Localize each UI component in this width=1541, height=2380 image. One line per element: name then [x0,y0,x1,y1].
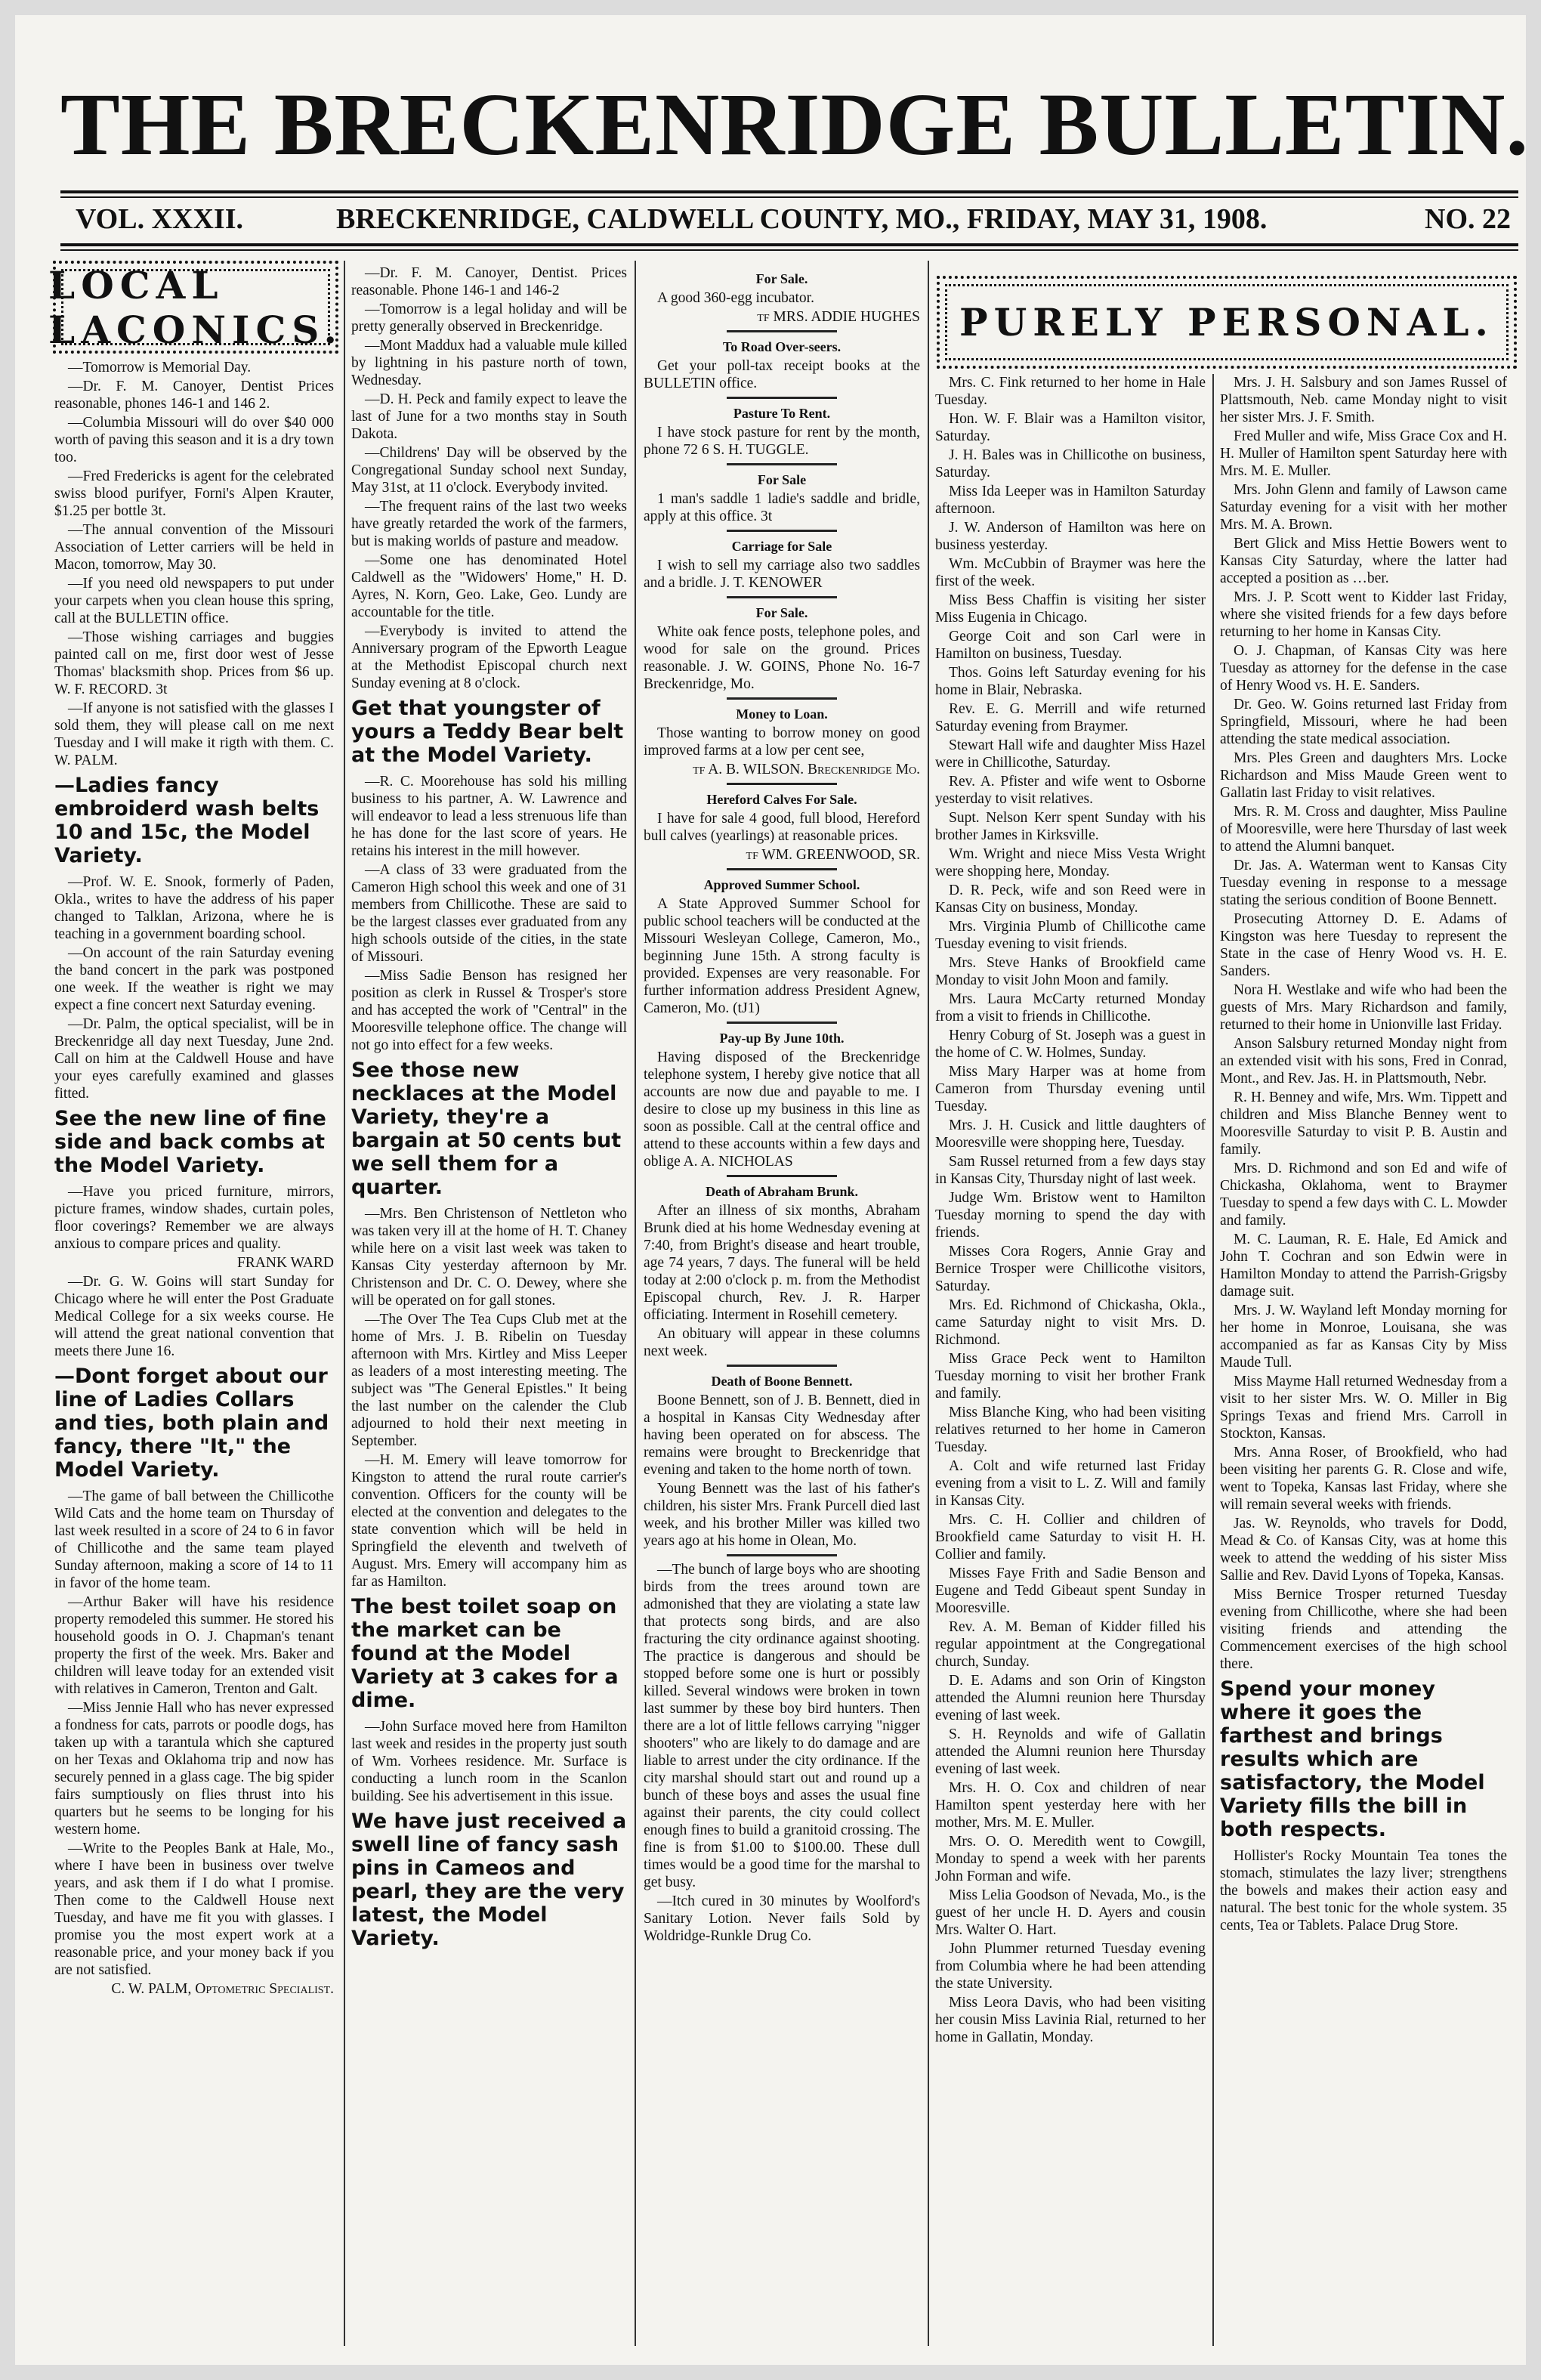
news-item: —The Over The Tea Cups Club met at the home of Mrs. J. B. Ribelin on Tuesday afternoon with Mrs. Kirtley and Miss Leeper as leaders of a most interesting meeting. The subject was "The General Epistles." It being the last number on the calender the Club adjourned to hold their next meeting in September. [351,1312,627,1449]
news-item: Young Bennett was the last of his father's children, his sister Mrs. Frank Purcell died last week, and his brother Miller was killed two years ago at his home in Olean, Mo. [644,1481,920,1549]
dateline-rule [60,249,1518,251]
news-item: —If anyone is not satisfied with the glasses I sold them, they will please call on me next Tuesday and I will make it rigth with them. C. W. PALM. [54,700,334,768]
news-item: —A class of 33 were graduated from the Cameron High school this week and one of 31 members from Chillicothe. These are said to be the largest classes ever graduated from any high schools outside of the cities, in the state of Missouri. [351,862,627,965]
divider [727,596,837,598]
news-item: —Arthur Baker will have his residence property remodeled this summer. He stored his household goods in O. J. Chapman's tenant property the first of the week. Mrs. Baker and children will leave today for an extended visit with relatives in Cameron, Trenton and Galt. [54,1594,334,1697]
news-item: Mrs. H. O. Cox and children of near Hamilton spent yesterday here with her mother, Mrs. M. E. Muller. [935,1780,1206,1831]
news-item: After an illness of six months, Abraham Brunk died at his home Wednesday evening at 7:40, from Bright's disease and heart trouble, age 74 years, 7 days. The funeral will be held today at 2:00 o'clock p. m. from the Methodist Episcopal church, Rev. J. R. Harper officiating. Interment in Rosehill cemetery. [644,1203,920,1323]
news-item: Boone Bennett, son of J. B. Bennett, died in a hospital in Kansas City Wednesday after having been operated on for abscess. The remains were brought to Breckenridge that evening and taken to the home north of town. [644,1392,920,1478]
section-header-purely-personal: PURELY PERSONAL. [937,276,1517,369]
divider [727,463,837,465]
news-item: 1 man's saddle 1 ladie's saddle and bridle, apply at this office. 3t [644,491,920,524]
column-local-news [351,264,627,1956]
column-purely-personal [935,374,1206,2048]
divider [727,1365,837,1367]
news-item: Mrs. C. H. Collier and children of Brookfield came Saturday to visit H. H. Collier and family. [935,1512,1206,1562]
news-item: Wm. Wright and niece Miss Vesta Wright were shopping here, Monday. [935,846,1206,879]
news-item: Mrs. Anna Roser, of Brookfield, who had been visiting her parents G. R. Close and wife, went to Topeka, Kansas last Friday, where she will remain several weeks with friends. [1220,1445,1507,1513]
news-item: Mrs. Virginia Plumb of Chillicothe came Tuesday evening to visit friends. [935,919,1206,952]
signature: FRANK WARD [236,1255,334,1271]
column-rule [344,261,345,2346]
news-item: Miss Mayme Hall returned Wednesday from a visit to her sister Mrs. W. O. Miller in Big Springs Texas and friend Mrs. Carroll in Stockton, Kansas. [1220,1374,1507,1442]
column-rule [928,261,929,2346]
news-item: —H. M. Emery will leave tomorrow for Kingston to attend the rural route carrier's convention. Officers for the county will be elected at the convention and delegates to the state convention which will be held in Springfield the eleventh and twelveth of August. Mrs. Emery will accompany him as far as Hamilton. [351,1452,627,1590]
model-variety-ad: Spend your money where it goes the farthest and brings results which are satisfactory, the Model Variety fills the bill in both respects. [1220,1677,1485,1841]
news-item: Mrs. Ed. Richmond of Chickasha, Okla., came Saturday night to visit Mrs. D. Richmond. [935,1297,1206,1348]
news-item: Miss Blanche King, who had been visiting relatives returned to her home in Cameron Tuesday. [935,1405,1206,1455]
notice-heading: Pay-up By June 10th. [719,1031,845,1046]
signature: tf MRS. ADDIE HUGHES [757,309,920,325]
news-item: O. J. Chapman, of Kansas City was here Tuesday as attorney for the defense in the case of Henry Wood vs. H. E. Sanders. [1220,643,1507,694]
news-item: —Miss Jennie Hall who has never expressed a fondness for cats, parrots or poodle dogs, has taken up with a tarantula which she captured on her Texas and Oklahoma trip and now has securely penned in a glass cage. The big spider fairs sumptiously on flies thrust into his quarters but he seems to be longing for his western home. [54,1700,334,1838]
news-item: Fred Muller and wife, Miss Grace Cox and H. H. Muller of Hamilton spent Saturday here with Mrs. M. E. Muller. [1220,428,1507,479]
news-item: —Miss Sadie Benson has resigned her position as clerk in Russel & Trosper's store and has accepted the work of "Central" in the Mooresville telephone office. The change will not go into effect for a few weeks. [351,968,627,1053]
news-item: Bert Glick and Miss Hettie Bowers went to Kansas City Saturday, where the latter had accepted a position as …ber. [1220,536,1507,586]
column-classifieds [644,264,920,1946]
news-item: Wm. McCubbin of Braymer was here the first of the week. [935,556,1206,589]
news-item: Miss Bess Chaffin is visiting her sister Miss Eugenia in Chicago. [935,592,1206,626]
notice-heading: Death of Abraham Brunk. [705,1184,859,1199]
news-item: —R. C. Moorehouse has sold his milling business to his partner, A. W. Lawrence and will endeavor to lead a less strenuous life than he has done for the last score of years. He retains his interest in the mill however. [351,774,627,859]
news-item: Miss Leora Davis, who had been visiting her cousin Miss Lavinia Rial, returned to her home in Gallatin, Monday. [935,1995,1206,2045]
news-item: Misses Cora Rogers, Annie Gray and Bernice Trosper were Chillicothe visitors, Saturday. [935,1244,1206,1294]
notice-heading: Pasture To Rent. [733,406,831,421]
notice-heading: Money to Loan. [736,706,828,722]
news-item: —Dr. F. M. Canoyer, Dentist. Prices reasonable. Phone 146-1 and 146-2 [351,265,627,298]
news-item: Mrs. R. M. Cross and daughter, Miss Pauline of Mooresville, were here Thursday of last week to attend the Alumni banquet. [1220,804,1507,855]
model-variety-ad: Get that youngster of yours a Teddy Bear belt at the Model Variety. [351,697,624,767]
divider [727,1175,837,1177]
model-variety-ad: See those new necklaces at the Model Variety, they're a bargain at 50 cents but we sell them for a quarter. [351,1059,622,1199]
news-item: —Dr. F. M. Canoyer, Dentist Prices reasonable, phones 146-1 and 146 2. [54,379,334,412]
news-item: Mrs. J. P. Scott went to Kidder last Friday, where she visited friends for a few days before returning to her home in Kansas City. [1220,589,1507,640]
news-item: —Dr. G. W. Goins will start Sunday for Chicago where he will enter the Post Graduate Medical College for a six weeks course. He will attend the great national convention that meets there June 16. [54,1274,334,1359]
news-item: R. H. Benney and wife, Mrs. Wm. Tippett and children and Miss Blanche Benney went to Mooresville Saturday to visit P. B. Austin and family. [1220,1090,1507,1158]
masthead-title: THE BRECKENRIDGE BULLETIN. [60,75,1529,174]
column-local-laconics [54,359,334,1999]
news-item: Jas. W. Reynolds, who travels for Dodd, Mead & Co. of Kansas City, was at home this week to attend the wedding of his sister Miss Sallie and Rev. David Lyons of Topeka, Kansas. [1220,1516,1507,1584]
news-item: —Have you priced furniture, mirrors, picture frames, window shades, curtain poles, floor coverings? Remember we are always anxious to compare prices and quality. [54,1184,334,1252]
news-item: Mrs. C. Fink returned to her home in Hale Tuesday. [935,375,1206,408]
news-item: George Coit and son Carl were in Hamilton on business, Tuesday. [935,629,1206,662]
news-item: Dr. Jas. A. Waterman went to Kansas City Tuesday evening in response to a message stating the serious condition of Boone Bennett. [1220,858,1507,908]
news-item: Rev. E. G. Merrill and wife returned Saturday evening from Braymer. [935,701,1206,734]
news-item: —Mrs. Ben Christenson of Nettleton who was taken very ill at the home of H. T. Chaney while here on a visit last week was taken to Kansas City yesterday afternoon by Mr. Christenson and Dr. C. O. Dewey, where she will be operated on for gall stones. [351,1206,627,1309]
volume-label: VOL. XXXII. [76,203,243,235]
news-item: Henry Coburg of St. Joseph was a guest in the home of C. W. Holmes, Sunday. [935,1028,1206,1061]
news-item: —Some one has denominated Hotel Caldwell as the "Widowers' Home," H. D. Ayres, N. Korn, Geo. Lake, Geo. Lundy are accountable for the title. [351,552,627,620]
news-item: —Tomorrow is Memorial Day. [68,360,252,376]
news-item: John Plummer returned Tuesday evening from Columbia where he had been attending the state University. [935,1941,1206,1992]
news-item: Mrs. D. Richmond and son Ed and wife of Chickasha, Oklahoma, went to Braymer Tuesday to spend a few days with C. L. Mowder and family. [1220,1161,1507,1229]
news-item: Miss Lelia Goodson of Nevada, Mo., is the guest of her uncle H. D. Ayers and cousin Mrs. Walter O. Hart. [935,1887,1206,1938]
issue-number: NO. 22 [1425,203,1511,235]
news-item: Mrs. J. W. Wayland left Monday morning for her home in Monroe, Louisana, she was accompanied as far as Kansas City by Miss Maude Tull. [1220,1303,1507,1371]
model-variety-ad: See the new line of fine side and back combs at the Model Variety. [54,1107,326,1177]
news-item: I have stock pasture for rent by the month, phone 72 6 S. H. TUGGLE. [644,425,920,458]
signature: tf A. B. WILSON. Breckenridge Mo. [693,762,920,777]
news-item: —On account of the rain Saturday evening the band concert in the park was postponed one week. If the weather is right we may expect a fine concert next Saturday evening. [54,945,334,1013]
news-item: Stewart Hall wife and daughter Miss Hazel were in Chillicothe, Saturday. [935,737,1206,771]
model-variety-ad: —Dont forget about our line of Ladies Collars and ties, both plain and fancy, there "It," the Model Variety. [54,1365,329,1482]
news-item: An obituary will appear in these columns next week. [644,1326,920,1359]
news-item: —Tomorrow is a legal holiday and will be pretty generally observed in Breckenridge. [351,301,627,335]
notice-heading: Hereford Calves For Sale. [706,792,857,807]
news-item: —The frequent rains of the last two weeks have greatly retarded the work of the farmers, but is making worlds of pasture and meadow. [351,499,627,549]
section-header-local-laconics: LOCAL LACONICS. [53,261,338,354]
news-item: Prosecuting Attorney D. E. Adams of Kingston was here Tuesday to represent the State in the case of Henry Wood vs. H. E. Sanders. [1220,911,1507,979]
news-item: Mrs. Ples Green and daughters Mrs. Locke Richardson and Miss Maude Green went to Gallatin last Friday to visit relatives. [1220,750,1507,801]
dateline-rule [60,243,1518,246]
news-item: Miss Bernice Trosper returned Tuesday evening from Chillicothe, where she had been visiting friends and attending the Commencement exercises of the high school there. [1220,1587,1507,1672]
model-variety-ad: —Ladies fancy embroiderd wash belts 10 and 15c, the Model Variety. [54,774,320,867]
divider [727,1022,837,1024]
news-item: J. W. Anderson of Hamilton was here on business yesterday. [935,520,1206,553]
news-item: Supt. Nelson Kerr spent Sunday with his brother James in Kirksville. [935,810,1206,843]
news-item: —Write to the Peoples Bank at Hale, Mo., where I have been in business over twelve years, and ask them if I do what I promise. Then come to the Caldwell House next Tuesday, and have me fit you with glasses. I promise you the most expert work at a reasonable price, and your money back if you are not satisfied. [54,1841,334,1978]
news-item: Those wanting to borrow money on good improved farms at a low per cent see, [644,725,920,759]
model-variety-ad: The best toilet soap on the market can be found at the Model Variety at 3 cakes for a dime. [351,1595,619,1712]
divider [727,697,837,700]
notice-heading: For Sale. [755,271,808,286]
news-item: A good 360-egg incubator. [657,290,814,306]
divider [727,868,837,870]
news-item: Hon. W. F. Blair was a Hamilton visitor, Saturday. [935,411,1206,444]
news-item: I wish to sell my carriage also two saddles and a bridle. J. T. KENOWER [644,558,920,591]
news-item: —If you need old newspapers to put under your carpets when you clean house this spring, call at the BULLETIN office. [54,576,334,626]
notice-heading: Carriage for Sale [731,539,832,554]
news-item: Nora H. Westlake and wife who had been the guests of Mrs. Mary Richardson and family, returned to their home in Unionville last Friday. [1220,982,1507,1033]
divider [727,397,837,399]
model-variety-ad: We have just received a swell line of fancy sash pins in Cameos and pearl, they are the very latest, the Model Variety. [351,1810,627,1950]
news-item: —Dr. Palm, the optical specialist, will be in Breckenridge all day next Tuesday, June 2nd. Call on him at the Caldwell House and have your eyes carefully examined and glasses fitted. [54,1016,334,1102]
news-item: Mrs. Steve Hanks of Brookfield came Monday to visit John Moon and family. [935,955,1206,988]
news-item: Rev. A. M. Beman of Kidder filled his regular appointment at the Congregational church, Sunday. [935,1619,1206,1670]
dateline [68,202,1511,245]
news-item: Miss Grace Peck went to Hamilton Tuesday morning to visit her brother Frank and family. [935,1351,1206,1402]
news-item: Miss Mary Harper was at home from Cameron from Thursday evening until Tuesday. [935,1064,1206,1114]
masthead-rule [60,190,1518,193]
divider [727,330,837,332]
news-item: Thos. Goins left Saturday evening for his home in Blair, Nebraska. [935,665,1206,698]
news-item: I have for sale 4 good, full blood, Hereford bull calves (yearlings) at reasonable prices. [644,811,920,844]
news-item: M. C. Lauman, R. E. Hale, Ed Amick and John T. Cochran and son Edwin were in Hamilton Monday to attend the Parrish-Grigsby damage suit. [1220,1232,1507,1300]
column-personal-continued [1220,374,1507,1936]
news-item: D. R. Peck, wife and son Reed were in Kansas City on business, Monday. [935,882,1206,916]
news-item: Judge Wm. Bristow went to Hamilton Tuesday morning to spend the day with friends. [935,1190,1206,1241]
news-item: Misses Faye Frith and Sadie Benson and Eugene and Tedd Gibeaut spent Sunday in Mooresville. [935,1566,1206,1616]
news-item: —The bunch of large boys who are shooting birds from the trees around town are admonished that they are violating a state law that protects song birds, and are also fracturing the city ordinance against shooting. The practice is dangerous and should be stopped before some one is hurt or possibly killed. Several windows were broken in town last summer by these boy bird hunters. Then there are a lot of little fellows carrying "nigger shooters" who are likely to do damage and are liable to arrest under the city ordinance. If the city marshal should start out and round up a bunch of these boys and asses the usual fine against their parents, the city could collect enough fines to build a granitoid crossing. The fine is from $1.00 to $100.00. These dull times would be a good time for the marshal to get busy. [644,1562,920,1890]
news-item: Rev. A. Pfister and wife went to Osborne yesterday to visit relatives. [935,774,1206,807]
news-item: —Those wishing carriages and buggies painted call on me, first door west of Jesse Thomas' blacksmith shop. Prices from $6 up. W. F. RECORD. 3t [54,629,334,697]
news-item: —Columbia Missouri will do over $40 000 worth of paving this season and it is a dry town too. [54,415,334,465]
news-item: —Fred Fredericks is agent for the celebrated swiss blood purifyer, Forni's Alpen Krauter, $1.25 per bottle 3t. [54,468,334,519]
news-item: Hollister's Rocky Mountain Tea tones the stomach, stimulates the lazy liver; strengthens the bowels and makes their action easy and natural. The best tonic for the whole system. 35 cents, Tea or Tablets. Palace Drug Store. [1220,1848,1507,1933]
news-item: Mrs. John Glenn and family of Lawson came Saturday evening for a visit with her mother Mrs. M. A. Brown. [1220,482,1507,533]
news-item: —Prof. W. E. Snook, formerly of Paden, Okla., writes to have the address of his paper changed to Talklan, Arizona, where he is teaching in a government boarding school. [54,874,334,942]
place-date: BRECKENRIDGE, CALDWELL COUNTY, MO., FRIDAY, MAY 31, 1908. [336,203,1268,235]
news-item: —Itch cured in 30 minutes by Woolford's Sanitary Lotion. Never fails Sold by Woldridge-Runkle Drug Co. [644,1893,920,1944]
divider [727,530,837,532]
news-item: J. H. Bales was in Chillicothe on business, Saturday. [935,447,1206,481]
column-rule [635,261,636,2346]
news-item: Get your poll-tax receipt books at the BULLETIN office. [644,358,920,391]
news-item: —The annual convention of the Missouri Association of Letter carriers will be held in Macon, tomorrow, May 30. [54,522,334,573]
news-item: —The game of ball between the Chillicothe Wild Cats and the home team on Thursday of last week resulted in a score of 24 to 6 in favor of Chillicothe and the same team played Sunday afternoon, making a score of 14 to 11 in favor of the home team. [54,1488,334,1591]
signature: tf WM. GREENWOOD, SR. [746,847,920,863]
news-item: —Everybody is invited to attend the Anniversary program of the Epworth League at the Methodist Episcopal church next Sunday evening at 8 o'clock. [351,623,627,691]
news-item: Dr. Geo. W. Goins returned last Friday from Springfield, Missouri, where he had been attending the state medical association. [1220,697,1507,747]
news-item: Sam Russel returned from a few days stay in Kansas City, Thursday night of last week. [935,1154,1206,1187]
news-item: Anson Salsbury returned Monday night from an extended visit with his sons, Fred in Conrad, Mont., and Rev. Jas. H. in Plattsmouth, Nebr. [1220,1036,1507,1086]
news-item: —D. H. Peck and family expect to leave the last of June for a two months stay in South Dakota. [351,391,627,442]
news-item: Mrs. J. H. Cusick and little daughters of Mooresville were shopping here, Tuesday. [935,1117,1206,1151]
divider [727,1554,837,1556]
column-rule [1212,374,1214,2346]
news-item: A. Colt and wife returned last Friday evening from a visit to L. Z. Will and family in Kansas City. [935,1458,1206,1509]
news-item: —Mont Maddux had a valuable mule killed by lightning in his pasture north of town, Wednesday. [351,338,627,388]
news-item: —Childrens' Day will be observed by the Congregational Sunday school next Sunday, May 31st, at 11 o'clock. Everybody invited. [351,445,627,496]
notice-heading: To Road Over-seers. [722,339,842,354]
news-item: A State Approved Summer School for public school teachers will be conducted at the Missouri Wesleyan College, Cameron, Mo., beginning June 15th. A strong faculty is provided. Expenses are very reasonable. For further information address President Agnew, Cameron, Mo. (tJ1) [644,896,920,1016]
news-item: Miss Ida Leeper was in Hamilton Saturday afternoon. [935,484,1206,517]
news-item: Mrs. J. H. Salsbury and son James Russel of Plattsmouth, Neb. came Monday night to visit her sister Mrs. J. F. Smith. [1220,375,1507,425]
notice-heading: For Sale. [755,605,808,620]
news-item: Having disposed of the Breckenridge telephone system, I hereby give notice that all accounts are now due and payable to me. I desire to close up my business in this line as soon as possible. Call at the central office and attend to these accounts within a few days and oblige A. A. NICHOLAS [644,1049,920,1170]
news-item: —John Surface moved here from Hamilton last week and resides in the property just south of Wm. Vorhees residence. Mr. Surface is conducting a lunch room in the Scanlon building. See his advertisement in this issue. [351,1719,628,1804]
notice-heading: For Sale [757,472,807,487]
news-item: S. H. Reynolds and wife of Gallatin attended the Alumni reunion here Thursday evening of last week. [935,1726,1206,1777]
news-item: Mrs. O. O. Meredith went to Cowgill, Monday to spend a week with her parents John Forman and wife. [935,1834,1206,1884]
news-item: Mrs. Laura McCarty returned Monday from a visit to friends in Chillicothe. [935,991,1206,1025]
signature: C. W. PALM, Optometric Specialist. [111,1981,334,1997]
masthead-rule [60,196,1518,198]
news-item: D. E. Adams and son Orin of Kingston attended the Alumni reunion here Thursday evening of last week. [935,1673,1206,1723]
notice-heading: Approved Summer School. [703,877,860,892]
divider [727,783,837,785]
notice-heading: Death of Boone Bennett. [711,1374,853,1389]
news-item: White oak fence posts, telephone poles, and wood for sale on the ground. Prices reasonable. J. W. GOINS, Phone No. 16-7 Breckenridge, Mo. [644,624,920,692]
